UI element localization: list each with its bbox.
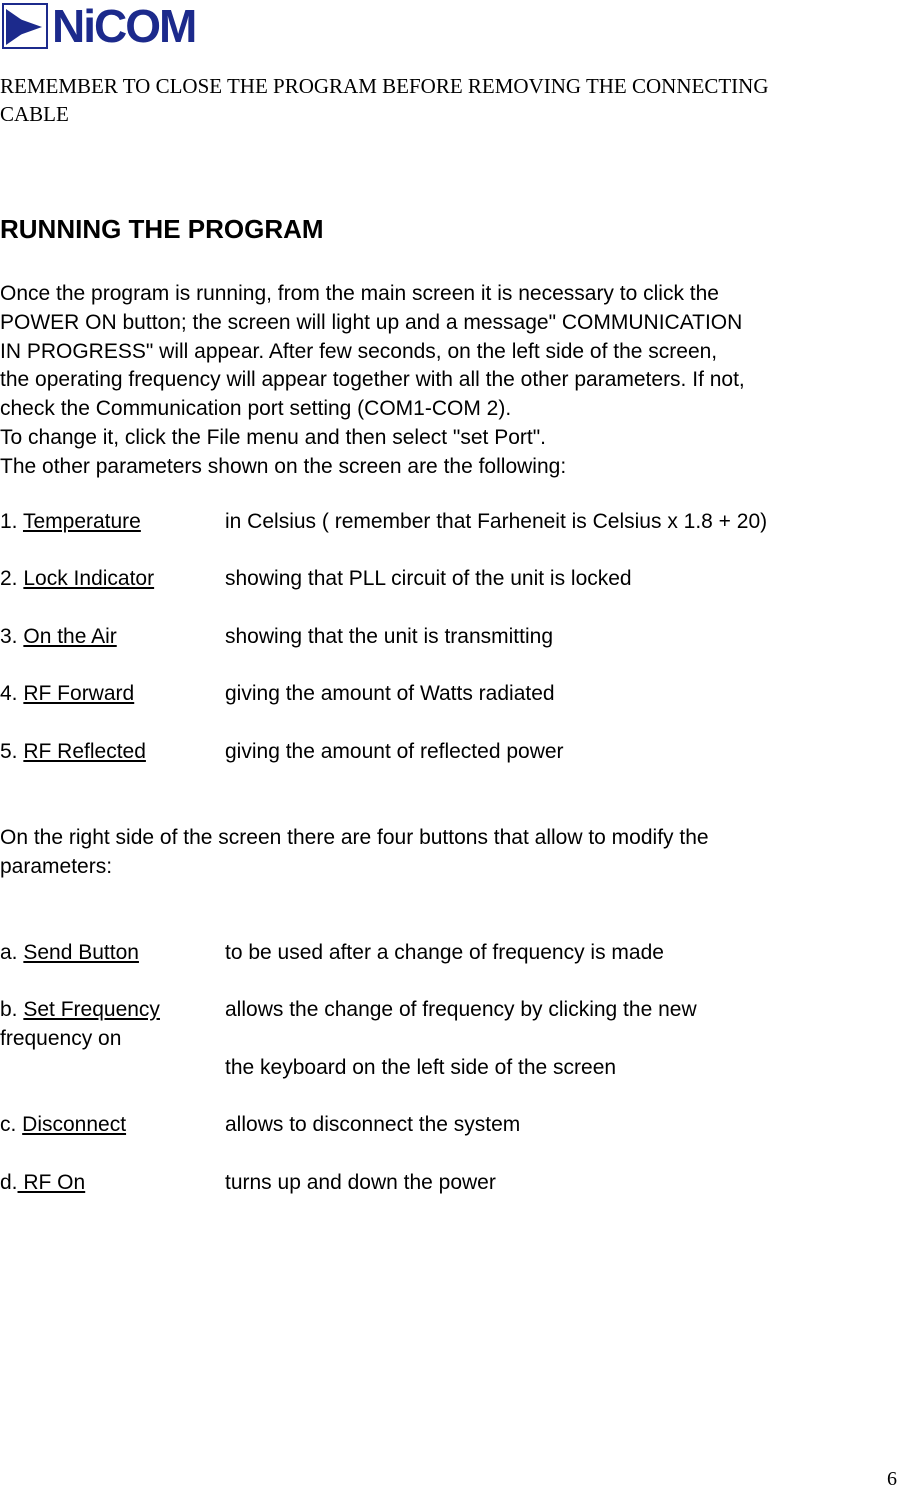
item-number: 3. xyxy=(0,625,24,648)
button-name: Send Button xyxy=(23,941,139,964)
intro-line: Once the program is running, from the main screen it is necessary to click the xyxy=(0,282,719,305)
button-description: to be used after a change of frequency is made xyxy=(225,941,664,964)
intro-line: the operating frequency will appear together with all the other parameters. If not, xyxy=(0,368,745,392)
nicom-logo xyxy=(2,2,195,50)
parameter-name: Temperature xyxy=(22,510,141,533)
item-number: 2. xyxy=(0,567,24,590)
button-name: Disconnect xyxy=(22,1113,127,1136)
parameter-description: giving the amount of reflected power xyxy=(225,740,564,763)
page-number: 6 xyxy=(887,1468,897,1490)
parameter-description: showing that the unit is transmitting xyxy=(225,625,554,648)
item-number: d. xyxy=(0,1171,18,1194)
intro-line: The other parameters shown on the screen are the following: xyxy=(0,454,567,478)
section-heading: RUNNING THE PROGRAM xyxy=(0,214,324,244)
item-number: 1. xyxy=(0,510,23,533)
parameter-description: showing that PLL circuit of the unit is locked xyxy=(225,567,632,590)
parameter-name: On the Air xyxy=(23,625,117,648)
intro-line: check the Communication port setting (COM1-COM 2). xyxy=(0,397,512,421)
item-number: b. xyxy=(0,998,24,1021)
button-name: Set Frequency xyxy=(23,998,160,1021)
button-description: allows to disconnect the system xyxy=(225,1113,521,1136)
item-number: a. xyxy=(0,941,24,964)
logo-text: NiCOM xyxy=(52,0,196,52)
nicom-bird-icon xyxy=(2,3,48,49)
intro-line: POWER ON button; the screen will light up and a message" COMMUNICATION xyxy=(0,310,743,334)
button-description-continued: the keyboard on the left side of the screen xyxy=(225,1056,617,1079)
button-description: allows the change of frequency by clicking the new xyxy=(225,998,697,1021)
parameter-description: in Celsius ( remember that Farheneit is Celsius x 1.8 + 20) xyxy=(225,510,768,533)
item-number: c. xyxy=(0,1113,23,1136)
intro-paragraph xyxy=(0,280,895,482)
intro-line: To change it, click the File menu and then select "set Port". xyxy=(0,425,547,449)
warning-text: REMEMBER TO CLOSE THE PROGRAM BEFORE REMOVING THE CONNECTING CABLE xyxy=(0,74,769,126)
button-description-wrap: frequency on xyxy=(0,1027,122,1050)
button-description: turns up and down the power xyxy=(225,1171,496,1194)
parameter-name: RF Forward xyxy=(23,682,135,705)
intro-line: IN PROGRESS" will appear. After few seconds, on the left side of the screen, xyxy=(0,339,718,363)
buttons-intro-line: parameters: xyxy=(0,854,113,878)
button-name: RF On xyxy=(17,1171,86,1194)
parameter-name: RF Reflected xyxy=(23,740,146,763)
parameter-name: Lock Indicator xyxy=(23,567,155,590)
buttons-intro-line: On the right side of the screen there are four buttons that allow to modify the xyxy=(0,826,709,849)
item-number: 5. xyxy=(0,740,24,763)
item-number: 4. xyxy=(0,682,24,705)
parameter-description: giving the amount of Watts radiated xyxy=(225,682,555,705)
buttons-intro-paragraph xyxy=(0,824,895,882)
